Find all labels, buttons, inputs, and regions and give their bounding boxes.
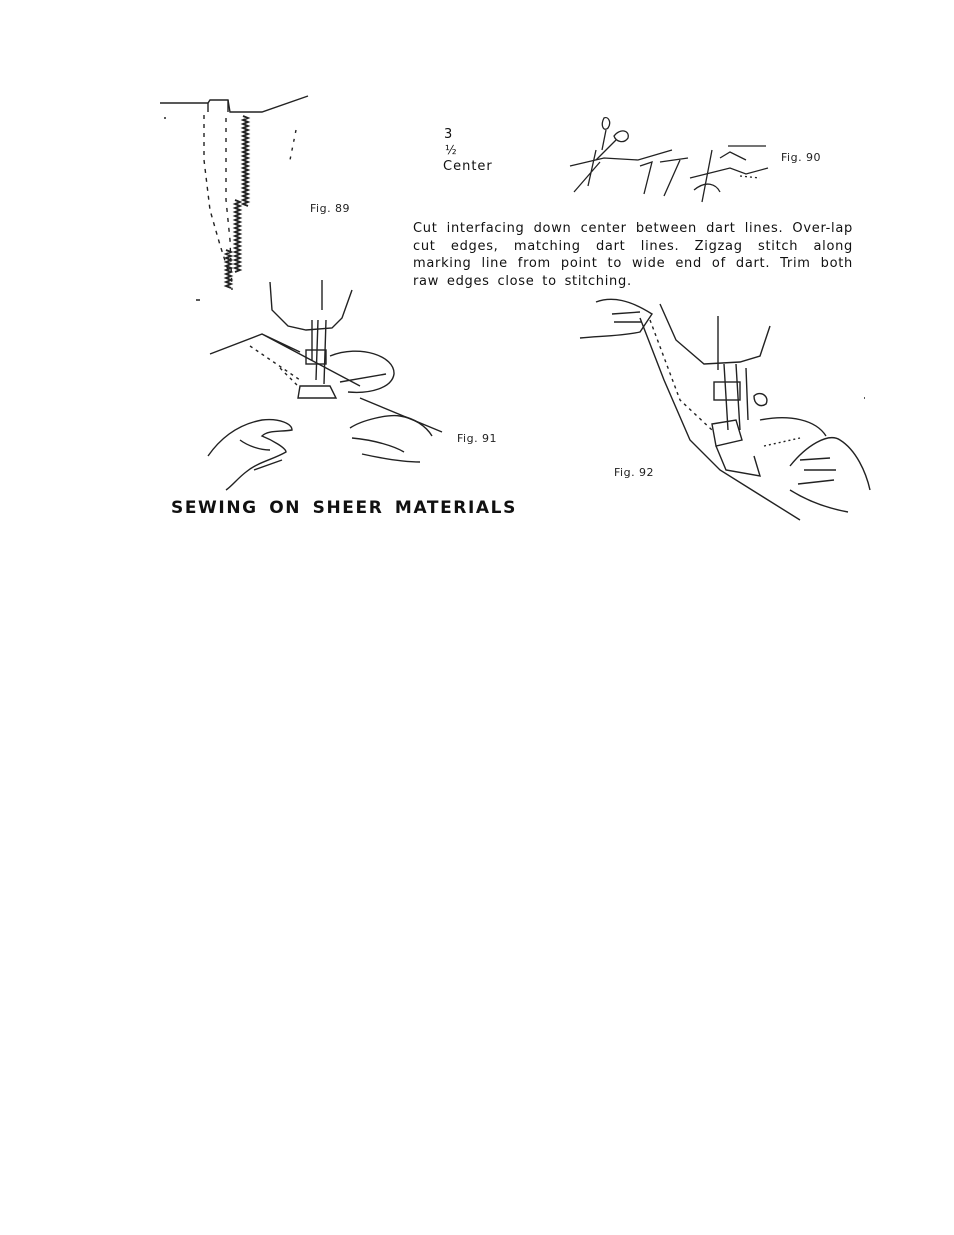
fig92-illustration [580, 299, 870, 520]
fig92-label: Fig. 92 [614, 466, 655, 479]
fig90-fraction: ½ [445, 143, 457, 157]
fig89-label: Fig. 89 [310, 202, 351, 215]
fig91-illustration [208, 280, 442, 490]
fig90-number: 3 [444, 127, 453, 142]
fig91-label: Fig. 91 [457, 432, 498, 445]
instruction-paragraph: Cut interfacing down center between dart lines. Over-lap cut edges, matching dart lines. Zigzag stitch along marking line from point to wide end of dart. Trim both raw edges close to stitching. [413, 221, 853, 289]
fig90-center-label: Center [443, 159, 493, 174]
section-heading: SEWING ON SHEER MATERIALS [171, 498, 517, 518]
fig90-illustration [570, 118, 768, 202]
fig90-label: Fig. 90 [781, 151, 822, 164]
fig89-illustration [160, 96, 308, 300]
